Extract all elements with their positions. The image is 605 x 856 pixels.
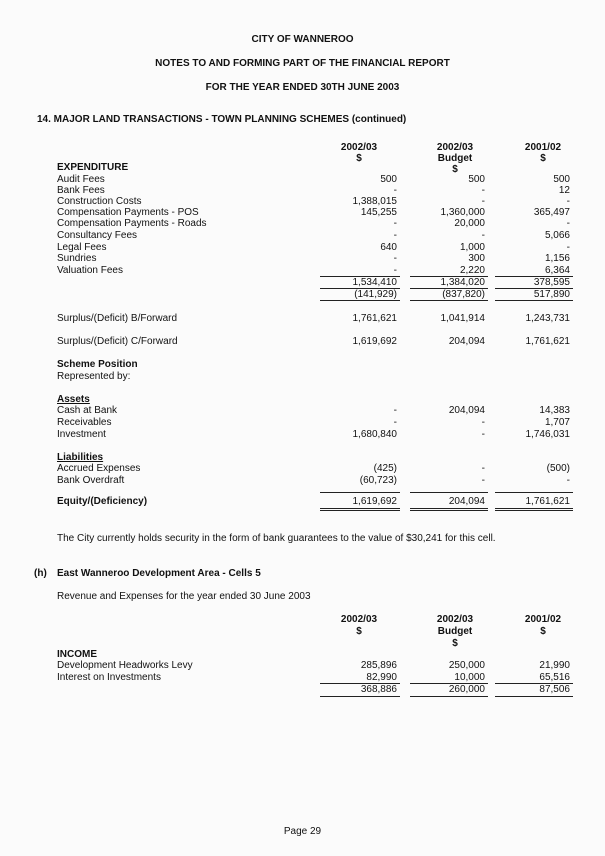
cell-value: - [481, 230, 485, 241]
row-label: Audit Fees [57, 174, 105, 185]
cell-value: 1,619,692 [352, 496, 397, 507]
section-marker: (h) [34, 568, 47, 579]
divider [320, 300, 400, 301]
scheme-position-heading: Scheme Position [57, 359, 138, 370]
exp-net-value: (141,929) [354, 289, 397, 300]
row-label: Compensation Payments - POS [57, 207, 199, 218]
section-h-title: East Wanneroo Development Area - Cells 5 [57, 568, 261, 579]
row-label: Consultancy Fees [57, 230, 138, 241]
row-label: Compensation Payments - Roads [57, 218, 207, 229]
cell-value: 204,094 [448, 496, 485, 507]
cell-value: 1,761,621 [525, 496, 570, 507]
income-total-value: 368,886 [360, 684, 397, 695]
col2-year: 2002/03 [436, 142, 474, 153]
col3-unit: $ [540, 626, 546, 637]
exp-net-value: 517,890 [533, 289, 570, 300]
cell-value: 1,000 [459, 242, 485, 253]
cell-value: - [566, 475, 570, 486]
row-label: Cash at Bank [57, 405, 118, 416]
divider [410, 492, 488, 493]
divider [410, 508, 488, 509]
row-label: Surplus/(Deficit) B/Forward [57, 313, 178, 324]
cell-value: 6,364 [544, 265, 570, 276]
col2-unit: $ [452, 638, 458, 649]
cell-value: 1,619,692 [352, 336, 397, 347]
section-h-subtitle: Revenue and Expenses for the year ended 30 June 2003 [57, 591, 311, 602]
represented-by: Represented by: [57, 371, 131, 382]
cell-value: (425) [373, 463, 397, 474]
col3-year: 2001/02 [524, 142, 562, 153]
cell-value: - [481, 185, 485, 196]
row-label: Investment [57, 429, 106, 440]
report-notes-title: NOTES TO AND FORMING PART OF THE FINANCIAL REPORT [155, 58, 450, 69]
col3-unit: $ [540, 153, 546, 164]
col1-unit: $ [356, 153, 362, 164]
col1-unit: $ [356, 626, 362, 637]
divider [495, 510, 573, 511]
cell-value: 500 [553, 174, 570, 185]
security-note: The City currently holds security in the form of bank guarantees to the value of $30,241 for this cell. [57, 533, 496, 544]
income-total-value: 260,000 [448, 684, 485, 695]
col2-budget: Budget [437, 153, 473, 164]
report-period: FOR THE YEAR ENDED 30TH JUNE 2003 [205, 82, 400, 93]
cell-value: 1,360,000 [440, 207, 485, 218]
divider [495, 508, 573, 509]
col3-year: 2001/02 [524, 614, 562, 625]
col2-budget: Budget [437, 626, 473, 637]
cell-value: 1,041,914 [440, 313, 485, 324]
cell-value: 250,000 [448, 660, 485, 671]
cell-value: - [393, 218, 397, 229]
row-label: Equity/(Deficiency) [57, 496, 148, 507]
cell-value: 500 [468, 174, 485, 185]
cell-value: - [481, 417, 485, 428]
divider [320, 492, 400, 493]
page-number: Page 29 [283, 826, 322, 837]
cell-value: - [566, 196, 570, 207]
divider [410, 300, 488, 301]
cell-value: 10,000 [454, 672, 485, 683]
cell-value: - [566, 218, 570, 229]
col2-year: 2002/03 [436, 614, 474, 625]
row-label: Surplus/(Deficit) C/Forward [57, 336, 178, 347]
cell-value: 20,000 [454, 218, 485, 229]
cell-value: 14,383 [539, 405, 570, 416]
cell-value: 1,156 [544, 253, 570, 264]
cell-value: 640 [380, 242, 397, 253]
exp-total-value: 1,534,410 [352, 277, 397, 288]
cell-value: 204,094 [448, 336, 485, 347]
cell-value: 1,388,015 [352, 196, 397, 207]
cell-value: - [393, 265, 397, 276]
divider [410, 696, 488, 697]
exp-total-value: 378,595 [533, 277, 570, 288]
cell-value: 12 [558, 185, 570, 196]
cell-value: 21,990 [539, 660, 570, 671]
col2-unit: $ [452, 164, 458, 175]
cell-value: 1,680,840 [352, 429, 397, 440]
cell-value: - [393, 230, 397, 241]
cell-value: 1,761,621 [525, 336, 570, 347]
cell-value: - [481, 463, 485, 474]
cell-value: 82,990 [366, 672, 397, 683]
cell-value: - [393, 417, 397, 428]
divider [495, 696, 573, 697]
org-name: CITY OF WANNEROO [251, 34, 354, 45]
income-heading: INCOME [57, 649, 97, 660]
cell-value: 1,243,731 [525, 313, 570, 324]
divider [410, 510, 488, 511]
cell-value: 1,746,031 [525, 429, 570, 440]
cell-value: - [393, 185, 397, 196]
section-title: 14. MAJOR LAND TRANSACTIONS - TOWN PLANNING SCHEMES (continued) [37, 114, 407, 125]
row-label: Receivables [57, 417, 112, 428]
divider [495, 492, 573, 493]
row-label: Interest on Investments [57, 672, 161, 683]
assets-heading: Assets [57, 394, 90, 405]
col1-year: 2002/03 [340, 142, 378, 153]
liabilities-heading: Liabilities [57, 452, 104, 463]
row-label: Accrued Expenses [57, 463, 141, 474]
row-label: Legal Fees [57, 242, 107, 253]
cell-value: 1,761,621 [352, 313, 397, 324]
cell-value: 5,066 [544, 230, 570, 241]
exp-total-value: 1,384,020 [440, 277, 485, 288]
cell-value: - [481, 196, 485, 207]
cell-value: - [481, 429, 485, 440]
cell-value: (500) [546, 463, 570, 474]
row-label: Bank Overdraft [57, 475, 125, 486]
divider [320, 508, 400, 509]
row-label: Development Headworks Levy [57, 660, 193, 671]
cell-value: 65,516 [539, 672, 570, 683]
cell-value: (60,723) [359, 475, 397, 486]
cell-value: 2,220 [459, 265, 485, 276]
row-label: Bank Fees [57, 185, 105, 196]
row-label: Sundries [57, 253, 97, 264]
cell-value: 365,497 [533, 207, 570, 218]
cell-value: 285,896 [360, 660, 397, 671]
cell-value: - [566, 242, 570, 253]
expenditure-heading: EXPENDITURE [57, 162, 129, 173]
divider [320, 510, 400, 511]
cell-value: 500 [380, 174, 397, 185]
cell-value: - [481, 475, 485, 486]
exp-net-value: (837,820) [442, 289, 485, 300]
cell-value: - [393, 405, 397, 416]
divider [495, 300, 573, 301]
cell-value: 1,707 [544, 417, 570, 428]
cell-value: - [393, 253, 397, 264]
cell-value: 145,255 [360, 207, 397, 218]
col1-year: 2002/03 [340, 614, 378, 625]
divider [320, 696, 400, 697]
row-label: Valuation Fees [57, 265, 123, 276]
row-label: Construction Costs [57, 196, 142, 207]
cell-value: 300 [468, 253, 485, 264]
income-total-value: 87,506 [539, 684, 570, 695]
cell-value: 204,094 [448, 405, 485, 416]
